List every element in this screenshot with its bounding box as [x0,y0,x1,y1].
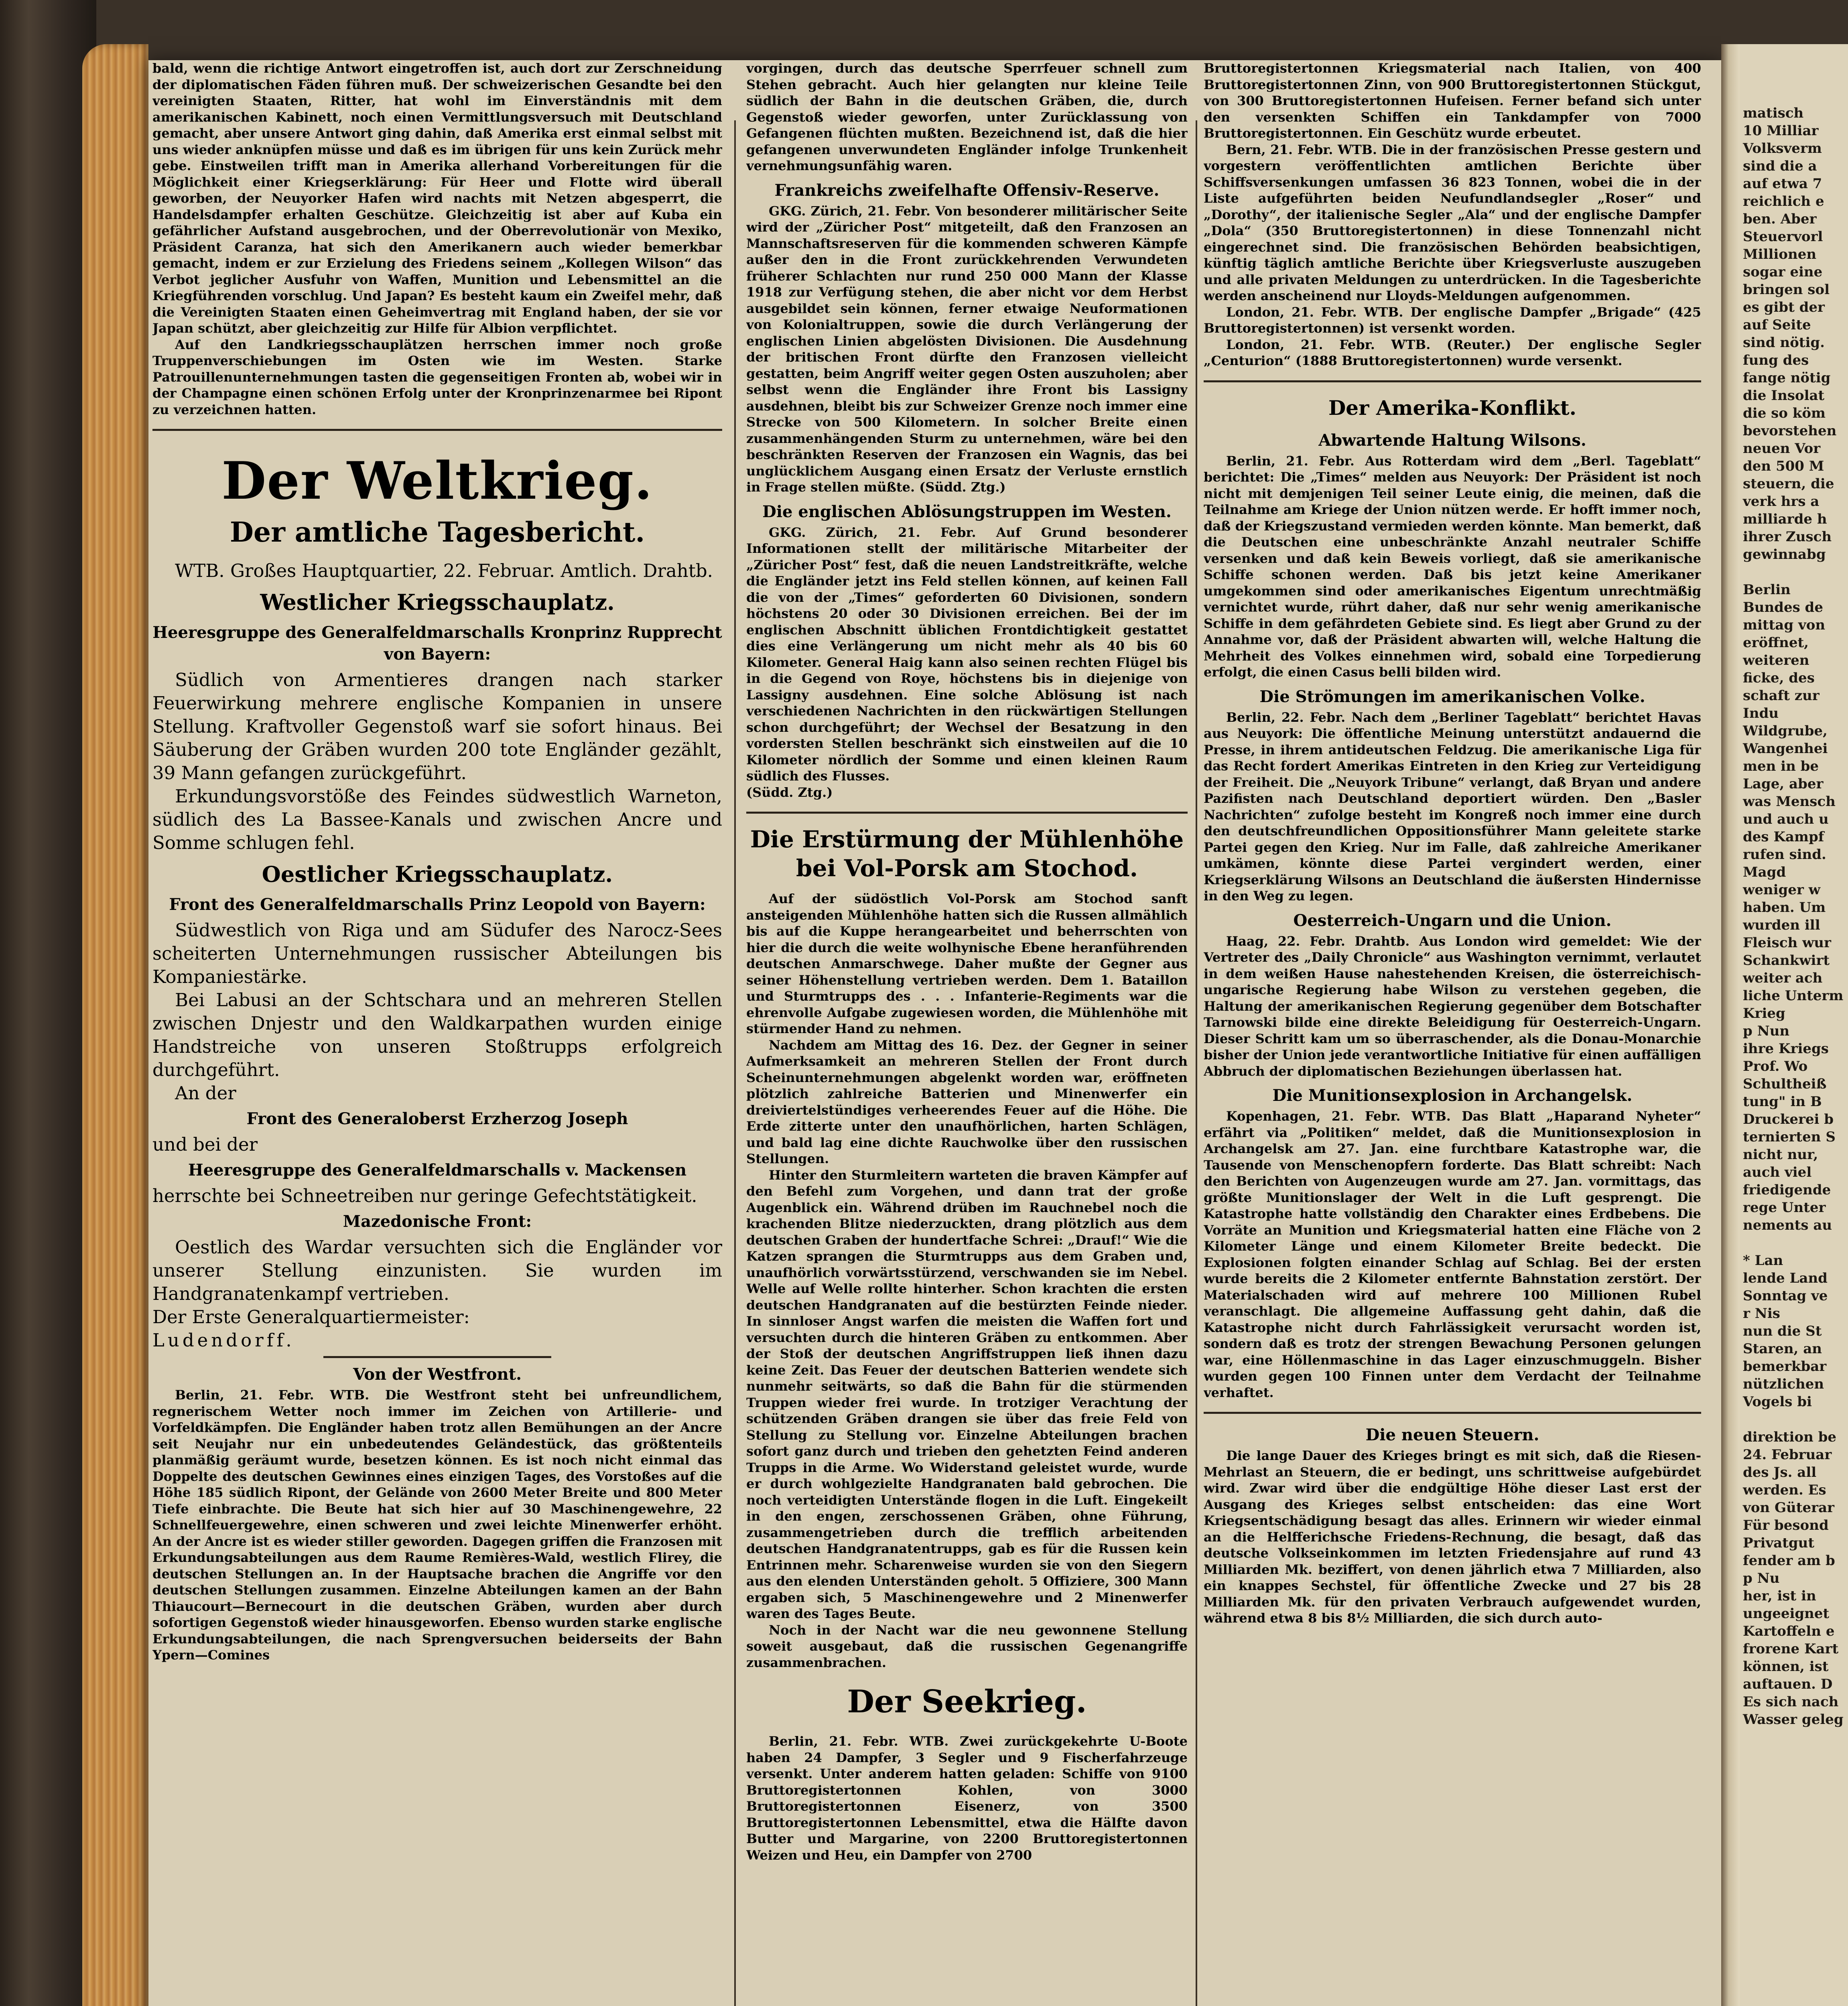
facing-page-line: 24. Februar [1743,1447,1832,1463]
facing-page-line: können, ist [1743,1659,1829,1675]
facing-page-line: nements au [1743,1217,1832,1233]
storming-heading: Die Erstürmung der Mühlenhöhe bei Vol-Porsk am Stochod. [750,826,1184,882]
facing-page-line: bevorstehen [1743,423,1837,439]
facing-page-line: her, ist in [1743,1588,1816,1604]
facing-page-line: nützlichen [1743,1376,1824,1392]
facing-page-line: sind die a [1743,158,1817,174]
facing-page-line: Sonntag ve [1743,1288,1828,1304]
facing-page-line [1740,1234,1848,1252]
facing-page-line: Prof. Wo [1743,1058,1808,1074]
taxes-heading: Die neuen Steuern. [1365,1425,1539,1444]
east-heading: Oestlicher Kriegsschauplatz. [262,861,613,887]
facing-page-line: nun die St [1743,1323,1822,1339]
facing-page-line: den 500 M [1743,458,1824,474]
facing-page-line: Druckerei b [1743,1111,1834,1127]
naval-paragraph-2: Bern, 21. Febr. WTB. Die in der französischen Presse gestern und vorgestern veröffentlichten amtlichen Berichte über Schiffsversenkungen umfassen 36 823 Tonnen, wobei die in der Liste aufgeführten beiden Neufundlandsegler „Roser“ und „Dorothy“, der italienische Segler „Ala“ und der englische Dampfer „Dola“ (350 Bruttoregistertonnen) in diese Tonnenzahl nicht eingerechnet sind. Die französischen Behörden beabsichtigen, künftig täglich amtliche Berichte über Kriegsverluste auszugeben und alle privaten Meldungen zu unterdrücken. In die Tagesberichte werden anscheinend nur Lloyds-Meldungen aufgenommen. [1204,142,1701,303]
east-group-3: Heeresgruppe des Generalfeldmarschalls v. Mackensen [188,1161,687,1180]
facing-page-line: p Nun [1743,1023,1790,1039]
article-continuation: Bruttoregistertonnen Kriegsmaterial nach Italien, von 400 Bruttoregistertonnen Zinn, von 900 Bruttoregistertonnen Stückgut, von 300 Bruttoregistertonnen Hufeisen. Ferner befand sich unter den versenkten Schiffen ein Tankdampfer von 7000 Bruttoregistertonnen. Ein Geschütz wurde erbeutet. [1204,61,1701,141]
facing-page-line: eröffnet, [1743,635,1809,651]
westfront-paragraph: Berlin, 21. Febr. WTB. Die Westfront steht bei unfreundlichem, regnerischem Wetter noch immer im Zeichen von Artillerie- und Vorfeldkämpfen. Die Engländer haben trotz allen Bemühungen an der Ancre seit Neujahr nur ein unbedeutendes Geländestück, das größtenteils planmäßig geräumt wurde, besetzen können. Es ist noch nicht einmal das Doppelte des deutschen Gewinnes eines einzigen Tages, des Vorstoßes auf die Höhe 185 südlich Ripont, der Gelände von 2600 Meter Breite und 800 Meter Tiefe einbrachte. Die Beute hat sich hier auf 30 Maschinengewehre, 22 Schnellfeuergewehre, einen schweren und zwei leichte Minenwerfer erhöht. An der Ancre ist es wieder stiller geworden. Dagegen griffen die Franzosen mit Erkundungsabteilungen aus dem Raume Remières-Wald, westlich Flirey, die deutschen Stellungen an. In der Hauptsache brachen die Angriffe vor den deutschen Stellungen zusammen. Einzelne Abteilungen kamen an der Bahn Thiaucourt—Bernecourt in die deutschen Gräben, wurden aber durch sofortigen Gegenstoß wieder hinausgeworfen. Ebenso wurden starke englische Erkundungsabteilungen, die nach Sprengversuchen beiderseits der Bahn Ypern—Comines [152,1387,722,1663]
facing-page-line: werden. Es [1743,1482,1826,1498]
facing-page-line: fung des [1743,352,1809,368]
dateline: WTB. Großes Hauptquartier, 22. Februar. Amtlich. Drahtb. [175,560,713,581]
facing-page-line: men in be [1743,758,1819,774]
facing-page-line: fender am b [1743,1553,1835,1569]
facing-page-line: Millionen [1743,246,1817,262]
east-group-2: Front des Generaloberst Erzherzog Joseph [246,1109,628,1128]
facing-page-line: verk hrs a [1743,493,1820,510]
facing-page-line: Volksverm [1743,140,1822,156]
storming-paragraph-4: Noch in der Nacht war die neu gewonnene Stellung soweit ausgebaut, daß die russischen Gegenangriffe zusammenbrachen. [746,1622,1188,1670]
facing-page-line: bemerkbar [1743,1358,1827,1375]
taxes-paragraph: Die lange Dauer des Krieges bringt es mit sich, daß die Riesen-Mehrlast an Steuern, die er bedingt, uns schrittweise aufgebürdet wird. Zwar wird über die endgültige Höhe dieser Last erst der Ausgang des Krieges selbst entscheiden: das eine Wort Kriegsentschädigung besagt das alles. Erinnern wir wieder einmal an die Helfferichsche Friedens-Rechnung, die besagt, daß das deutsche Volkseinkommen im letzten Friedensjahre auf rund 43 Milliarden Mk. beziffert, von denen jährlich etwa 7 Milliarden, also ein knappes Sechstel, für öffentliche Zwecke und 27 bis 28 Milliarden Mk. für den privaten Verbrauch aufgewendet wurden, während etwa 8 bis 8½ Milliarden, die sich durch auto- [1204,1448,1701,1626]
west-paragraph-2: Erkundungsvorstöße des Feindes südwestlich Warneton, südlich des La Bassee-Kanals und zwischen Ancre und Somme schlugen fehl. [152,786,722,853]
naval-war-paragraph: Berlin, 21. Febr. WTB. Zwei zurückgekehrte U-Boote haben 24 Dampfer, 3 Segler und 9 Fischerfahrzeuge versenkt. Unter anderem hatten geladen: Schiffe von 9100 Bruttoregistertonnen Kohlen, von 3000 Bruttoregistertonnen Eisenerz, von 3500 Bruttoregistertonnen Lebensmittel, etwa die Hälfte davon Butter und Margarine, von 2200 Bruttoregistertonnen Weizen und Heu, ein Dampfer von 2700 [746,1734,1188,1863]
facing-page-line: Privatgut [1743,1535,1815,1551]
column-rule [1196,120,1197,2006]
facing-page-line: ben. Aber [1743,211,1817,227]
facing-page-line: schaft zur [1743,688,1820,704]
facing-page-line: gewinnabg [1743,546,1826,562]
offensive-reserve-paragraph: GKG. Zürich, 21. Febr. Von besonderer militärischer Seite wird der „Züricher Post“ mitgeteilt, daß den Franzosen an Mannschaftsreserven für die kommenden schweren Kämpfe außer den in die Front zurückkehrenden Verwundeten früherer Schlachten nur rund 250 000 Mann der Klasse 1918 zur Verfügung stehen, die aber nicht vor dem Herbst ausgebildet sein können, ferner etwaige Neuformationen von Kolonialtruppen, sowie die durch Verlängerung der englischen Linien abgelösten Divisionen. Die Ausdehnung der britischen Front dürfte den Franzosen vielleicht gestatten, beim Angriff weiter gegen Osten auszuholen; aber selbst wenn die Engländer ihre Front bis Lassigny ausdehnen, bleibt bis zur Schweizer Grenze noch immer eine Strecke von 500 Kilometern. In solcher Breite einen zusammenhängenden Sturm zu unternehmen, wäre bei den beschränkten Reserven der Franzosen ein Wagnis, das bei unglücklichem Ausgang einen Ersatz der Verluste ernstlich in Frage stellen müßte. (Südd. Ztg.) [746,203,1188,495]
east-an: An der [175,1082,236,1104]
facing-page-line: lende Land [1743,1270,1828,1286]
facing-page-line: direktion be [1743,1429,1837,1445]
facing-page-line: weiteren [1743,652,1809,668]
naval-paragraph-4: London, 21. Febr. WTB. (Reuter.) Der englische Segler „Centurion“ (1888 Bruttoregistertonnen) wurde versenkt. [1204,337,1701,368]
facing-page-line: Bundes de [1743,599,1823,615]
facing-page-line: * Lan [1743,1253,1783,1269]
facing-page-line: Wildgrube, [1743,723,1828,739]
facing-page-line: des Js. all [1743,1464,1817,1480]
facing-page-line: was Mensch [1743,794,1836,810]
america-heading: Der Amerika-Konflikt. [1328,396,1577,420]
west-group: Heeresgruppe des Generalfeldmarschalls Kronprinz Rupprecht von Bayern: [152,623,722,664]
austria-paragraph: Haag, 22. Febr. Drahtb. Aus London wird gemeldet: Wie der Vertreter des „Daily Chronicle“ aus Washington vernimmt, verlautet in dem weißen Hause nahestehenden Kreisen, die österreichisch-ungarische Regierung habe Wilson zu verstehen gegeben, die Haltung der amerikanischen Regierung gegenüber dem Botschafter Tarnowski bilde eine direkte Beleidigung für Oesterreich-Ungarn. Dieser Schritt kam um so überraschender, als die Donau-Monarchie bisher der Union jede verantwortliche Initiative für einen auffälligen Abbruch der diplomatischen Beziehungen überlassen hat. [1204,933,1701,1079]
facing-page-line: des Kampf [1743,829,1824,845]
divider [323,1356,551,1358]
storming-paragraph-1: Auf der südöstlich Vol-Porsk am Stochod sanft ansteigenden Mühlenhöhe hatten sich die Russen allmählich bis auf die Kuppe herangearbeitet und beherrschten von hier die durch die weite wolhynische Ebene heranführenden deutschen Anmarschwege. Daher mußte der Gegner aus seiner Höhenstellung vertrieben werden. Dem 1. Bataillon und Sturmtrupps des . . . Infanterie-Regiments war die ehrenvolle Aufgabe zugewiesen worden, die Mühlenhöhe mit stürmender Hand zu nehmen. [746,891,1188,1036]
facing-page-line: Lage, aber [1743,776,1824,792]
article-continuation-2: Auf den Landkriegsschauplätzen herrschen immer noch große Truppenverschiebungen im Osten wie im Westen. Starke Patrouillenunternehmungen tasten die gegenseitigen Fronten ab, wobei wir in der Champagne einen schönen Erfolg unter der Kronprinzenarmee bei Ripont zu verzeichnen hatten. [152,337,722,417]
westfront-heading: Von der Westfront. [353,1365,522,1384]
column-rule [734,120,736,2006]
naval-paragraph-3: London, 21. Febr. WTB. Der englische Dampfer „Brigade“ (425 Bruttoregistertonnen) ist versenkt worden. [1204,304,1701,336]
facing-page-line [1740,1411,1848,1428]
facing-page-line [1740,563,1848,581]
facing-page-line: Staren, an [1743,1341,1822,1357]
east-paragraph-1: Südwestlich von Riga und am Südufer des Narocz-Sees scheiterten Unternehmungen russischer Abteilungen bis Kompaniestärke. [152,920,722,987]
relief-troops-paragraph: GKG. Zürich, 21. Febr. Auf Grund besonderer Informationen stellt der militärische Mitarbeiter der „Züricher Post“ fest, daß die neuen Landstreitkräfte, welche die Engländer jetzt ins Feld stellen können, auf keinen Fall die von der „Times“ geforderten 60 Divisionen, sondern höchstens 20 oder 30 Divisionen erreichen. Bei der im englischen Abschnitt üblichen Frontdichtigkeit gestattet dies eine Verlängerung um nicht mehr als 40 bis 60 Kilometer. General Haig kann also seinen rechten Flügel bis in die Gegend von Roye, höchstens bis in diejenige von Lassigny ausdehnen. Eine solche Ablösung ist nach verschiedenen Nachrichten in den rückwärtigen Stellungen schon durchgeführt; der Wechsel der Besatzung in den vordersten Stellen beschränkt sich einstweilen auf die 10 Kilometer nördlich der Somme und einen kleinen Raum südlich des Flusses. [746,524,1188,784]
divider [152,429,722,431]
facing-page-line: Schankwirt [1743,952,1830,968]
section-subheadline: Der amtliche Tagesbericht. [229,516,645,548]
facing-page-line: die Insolat [1743,388,1825,404]
facing-page-line: mittag von [1743,617,1826,633]
column-3 [1204,60,1701,2006]
facing-page-line: Kartoffeln e [1743,1623,1835,1639]
facing-page-line: Steuervorl [1743,229,1823,245]
facing-page-line: ihrer Zusch [1743,529,1832,545]
facing-page-line: Indu [1743,705,1779,721]
facing-page-line: ihre Kriegs [1743,1041,1829,1057]
east-group: Front des Generalfeldmarschalls Prinz Leopold von Bayern: [169,895,706,914]
facing-page-line: fange nötig [1743,370,1831,386]
facing-page [1740,44,1848,2006]
macedonia-heading: Mazedonische Front: [343,1212,532,1231]
facing-page-line: die so köm [1743,405,1826,421]
facing-page-line: auf Seite [1743,317,1811,333]
section-headline: Der Weltkrieg. [221,451,653,511]
east-paragraph-3: herrschte bei Schneetreiben nur geringe Gefechtstätigkeit. [152,1185,697,1206]
facing-page-line: auf etwa 7 [1743,176,1822,192]
column-1 [152,60,722,2006]
facing-page-line: Wasser geleg [1743,1712,1844,1728]
article-continuation: bald, wenn die richtige Antwort eingetroffen ist, auch dort zur Zerschneidung der diplomatischen Fäden führen muß. Der schweizerischen Gesandte bei den vereinigten Staaten, Ritter, hat wohl im Einverständnis mit dem amerikanischen Kabinett, noch einen Vermittlungsversuch mit Deutschland gemacht, aber unsere Antwort ging dahin, daß Amerika erst einmal selbst mit uns wieder anknüpfen müsse und daß es im übrigen für uns kein Zurück mehr gebe. Einstweilen trifft man in Amerika allerhand Vorbereitungen für die Möglichkeit einer Kriegserklärung: Für Heer und Flotte wird überall geworben, der Neuyorker Hafen wird nachts mit Netzen abgesperrt, die Handelsdampfer erhalten Geschütze. Gleichzeitig ist aber auf Kuba ein gefährlicher Aufstand ausgebrochen, und der Oberrevolutionär von Mexiko, Präsident Caranza, hat sich den Amerikanern auch wieder bemerkbar gemacht, indem er zur Erzielung des Friedens seinem „Kollegen Wilson“ das Verbot jeglicher Ausfuhr von Waffen, Munition und Lebensmittel an die Kriegführenden vorschlug. Und Japan? Es besteht kaum ein Zweifel mehr, daß die Vereinigten Staaten einen Geheimvertrag mit England haben, der sie vor Japan schützt, aber gleichzeitig zur Hilfe für Albion verpflichtet. [152,61,722,336]
divider [1204,1412,1701,1414]
facing-page-line: weiter ach [1743,970,1823,986]
storming-paragraph-2: Nachdem am Mittag des 16. Dez. der Gegner in seiner Aufmerksamkeit an mehreren Stellen der Front durch Scheinunternehmungen abgelenkt worden war, eröffneten plötzlich zahlreiche Batterien und Minenwerfer ein dreiviertelstündiges verheerendes Feuer auf die Höhe. Die Erde zitterte unter den unaufhörlichen, harten Schlägen, und bald lag eine dichte Rauchwolke über den russischen Stellungen. [746,1037,1188,1166]
facing-page-line: friedigende [1743,1182,1831,1198]
austria-heading: Oesterreich-Ungarn und die Union. [1293,911,1612,930]
facing-page-line: Krieg [1743,1005,1785,1021]
facing-page-line: r Nis [1743,1306,1780,1322]
facing-page-line: auch viel [1743,1164,1812,1180]
macedonia-paragraph: Oestlich des Wardar versuchten sich die Engländer vor unserer Stellung einzunisten. Sie wurden im Handgranatenkampf vertrieben. [152,1236,722,1304]
facing-page-line: auftauen. D [1743,1676,1833,1692]
explosion-paragraph: Kopenhagen, 21. Febr. WTB. Das Blatt „Haparand Nyheter“ erfährt via „Politiken“ meldet, daß die Munitionsexplosion in Archangelsk am 27. Jan. eine furchtbare Katastrophe war, die Tausende von Menschenopfern forderte. Das Blatt schreibt: Nach den Berichten von Augenzeugen wurde am 27. Jan. vormittags, das größte Munitionslager der Welt in die Luft gesprengt. Die Katastrophe hatte vollständig den Charakter eines Erdbebens. Die Vorräte an Munition und Kriegsmaterial hatten eine Fläche von 2 Kilometer Länge und einem Kilometer Breite bedeckt. Die Explosionen folgten einander Schlag auf Schlag. Bei der ersten wurde bereits die 2 Kilometer entfernte Bahnstation zerstört. Der Materialschaden wird auf mehrere 100 Millionen Rubel veranschlagt. Die allgemeine Auffassung geht dahin, daß die Katastrophe nicht durch Fahrlässigkeit verursacht worden ist, sondern daß es trotz der strengen Bewachung Personen gelungen war, eine Höllenmaschine in das Lager einzuschmuggeln. Bisher wurden gegen 100 Finnen unter dem Verdacht der Teilnahme verhaftet. [1204,1109,1701,1400]
divider [746,812,1188,814]
signature-line: Der Erste Generalquartiermeister: [152,1306,470,1328]
east-paragraph-2: Bei Labusi an der Schtschara und an mehreren Stellen zwischen Dnjestr und den Waldkarpathen wurden einige Handstreiche von unseren Stoßtrupps erfolgreich durchgeführt. [152,989,722,1080]
page-edges [82,44,148,2006]
column-2 [746,60,1188,2006]
offensive-reserve-heading: Frankreichs zweifelhafte Offensiv-Reserve. [774,181,1160,200]
facing-page-line: weniger w [1743,882,1820,898]
facing-page-line: neuen Vor [1743,441,1821,457]
facing-page-line: ternierten S [1743,1129,1836,1145]
facing-page-line: Fleisch wur [1743,935,1831,951]
facing-page-line: Es sich nach [1743,1694,1839,1710]
naval-war-heading: Der Seekrieg. [847,1683,1087,1720]
facing-page-line: ungeeignet [1743,1606,1830,1622]
facing-page-line: und auch u [1743,811,1829,827]
signature-name: Ludendorff. [152,1330,295,1351]
facing-page-line: haben. Um [1743,899,1826,916]
book-binding [0,0,96,2006]
facing-page-line: wurden ill [1743,917,1820,933]
facing-page-line: sogar eine [1743,264,1823,280]
storming-paragraph-3: Hinter den Sturmleitern warteten die braven Kämpfer auf den Befehl zum Vorgehen, und dann trat der große Augenblick ein. Während drüben im Rauchnebel noch die krachenden Blitze niederzuckten, drang plötzlich aus dem deutschen Graben der hundertfache Schrei: „Drauf!“ Wie die Katzen sprangen die Sturmtrupps aus dem Graben und, unaufhörlich vorwärtsstürzend, verschwanden sie im Nebel. Welle auf Welle rollte hinterher. Schon krachten die ersten deutschen Handgranaten auf die bestürzten Feinde nieder. In sinnloser Angst warfen die meisten die Waffen fort und versuchten durch die hinteren Gräben zu entkommen. Aber der Stoß der deutschen Angriffstruppen ließ ihnen dazu keine Zeit. Das Feuer der deutschen Batterien wendete sich nunmehr seitwärts, so daß die Bahn für die stürmenden Truppen wieder frei wurde. In trotziger Verachtung der schützenden Gräben drangen sie über das freie Feld von Stellung zu Stellung vor. Einzelne Abteilungen brachen sofort ganz durch und trieben den gehetzten Feind anderen Trupps in die Arme. Wo Widerstand geleistet wurde, wurde er durch wohlgezielte Handgranaten bald gebrochen. Die noch verteidigten Unterstände flogen in die Luft. Eingekeilt in den engen, zerschossenen Gräben, ohne Führung, zusammengetrieben durch die trefflich arbeitenden deutschen Handgranatentrupps, gab es für die Russen kein Entrinnen mehr. Scharenweise wurden sie von den Siegern aus den elenden Unterständen geholt. 5 Offiziere, 300 Mann ergaben sich, 5 Maschinengewehre und 2 Minenwerfer waren des Tages Beute. [746,1167,1188,1621]
facing-page-line: sind nötig. [1743,335,1825,351]
currents-heading: Die Strömungen im amerikanischen Volke. [1259,687,1645,706]
facing-page-line: Berlin [1743,582,1791,598]
relief-troops-heading: Die englischen Ablösungstruppen im Westen. [762,502,1172,521]
facing-page-line: bringen sol [1743,282,1830,298]
explosion-heading: Die Munitionsexplosion in Archangelsk. [1272,1086,1633,1105]
facing-page-line: Vogels bi [1743,1394,1812,1410]
west-heading: Westlicher Kriegsschauplatz. [260,589,615,615]
facing-page-line: p Nu [1743,1570,1780,1586]
wilson-paragraph: Berlin, 21. Febr. Aus Rotterdam wird dem „Berl. Tageblatt“ berichtet: Die „Times“ melden aus Neuyork: Der Präsident ist noch nicht mit demjenigen Teil seiner Leute einig, die meinen, daß die Teilnahme am Kriege der Union nützen werde. Er hofft immer noch, daß der Kriegszustand vermieden werden könnte. Man bemerkt, daß die Deutschen eine unbeschränkte Anzahl neutraler Schiffe versenken und daß kein Beweis vorliegt, daß sie amerikanische Schiffe schonen werden. Daß bis jetzt keine Amerikaner umgekommen sind oder amerikanisches Eigentum unrechtmäßig vernichtet wurde, rührt daher, daß nur sehr wenig amerikanische Schiffe in dem gefährdeten Gebiete sind. Es liegt aber Grund zu der Annahme vor, daß der Präsident abwarten will, welche Haltung die Mehrheit des Volkes einnehmen wird, sobald eine Torpedierung erfolgt, die einen Casus belli bilden wird. [1204,453,1701,680]
facing-page-line: frorene Kart [1743,1641,1839,1657]
facing-page-line: rege Unter [1743,1200,1826,1216]
facing-page-line: tung" in B [1743,1094,1822,1110]
currents-paragraph: Berlin, 22. Febr. Nach dem „Berliner Tageblatt“ berichtet Havas aus Neuyork: Die öffentliche Meinung unterstützt andauernd die Presse, in ihrem antideutschen Feldzug. Die amerikanische Liga für das Recht fordert Amerikas Eintreten in den Krieg zur Verteidigung der Freiheit. Die „Neuyork Tribune“ verlangt, daß Bryan und andere Pazifisten nach Deutschland deportiert würden. Den „Basler Nachrichten“ zufolge besteht im Kongreß noch immer eine durch den deutschfreundlichen Oppositionsführer Mann geleitete starke Partei gegen den Krieg. Nur im Falle, daß zahlreiche Amerikaner umkämen, könnte diese Partei vergindert werden, einer Kriegserklärung Wilsons an Deutschland die äußersten Hindernisse in den Weg zu legen. [1204,709,1701,904]
facing-page-line: 10 Milliar [1743,123,1819,139]
facing-page-line: matisch [1743,105,1804,121]
facing-page-line: liche Unterm [1743,988,1844,1004]
book-gutter [1721,44,1740,2006]
facing-page-text [1740,44,1848,1728]
facing-page-line: es gibt der [1743,299,1825,315]
divider [1204,380,1701,382]
facing-page-line: ficke, des [1743,670,1815,686]
facing-page-line: Schultheiß [1743,1076,1827,1092]
facing-page-line: nicht nur, [1743,1147,1818,1163]
facing-page-line: von Güterar [1743,1500,1834,1516]
facing-page-line: milliarde h [1743,511,1827,527]
facing-page-line: rufen sind. [1743,847,1826,863]
facing-page-line: Wangenhei [1743,741,1828,757]
wilson-heading: Abwartende Haltung Wilsons. [1318,430,1586,450]
facing-page-line: reichlich e [1743,193,1824,209]
west-paragraph-1: Südlich von Armentieres drangen nach starker Feuerwirkung mehrere englische Kompanien in unsere Stellung. Kraftvoller Gegenstoß warf sie sofort hinaus. Bei Säuberung der Gräben wurden 200 tote Engländer gezählt, 39 Mann gefangen zurückgeführt. [152,669,722,784]
east-und: und bei der [152,1134,258,1155]
facing-page-line: Magd [1743,864,1786,880]
relief-troops-source: (Südd. Ztg.) [746,784,833,800]
facing-page-line: Für besond [1743,1517,1829,1533]
article-continuation: vorgingen, durch das deutsche Sperrfeuer schnell zum Stehen gebracht. Auch hier gelangten nur kleine Teile südlich der Bahn in die deutschen Gräben, die, durch Gegenstoß wieder geworfen, unter Zurücklassung von Gefangenen flüchten mußten. Bezeichnend ist, daß die hier gefangenen unverwundeten Engländer infolge Trunkenheit vernehmungsunfähig waren. [746,61,1188,173]
facing-page-line: steuern, die [1743,476,1834,492]
